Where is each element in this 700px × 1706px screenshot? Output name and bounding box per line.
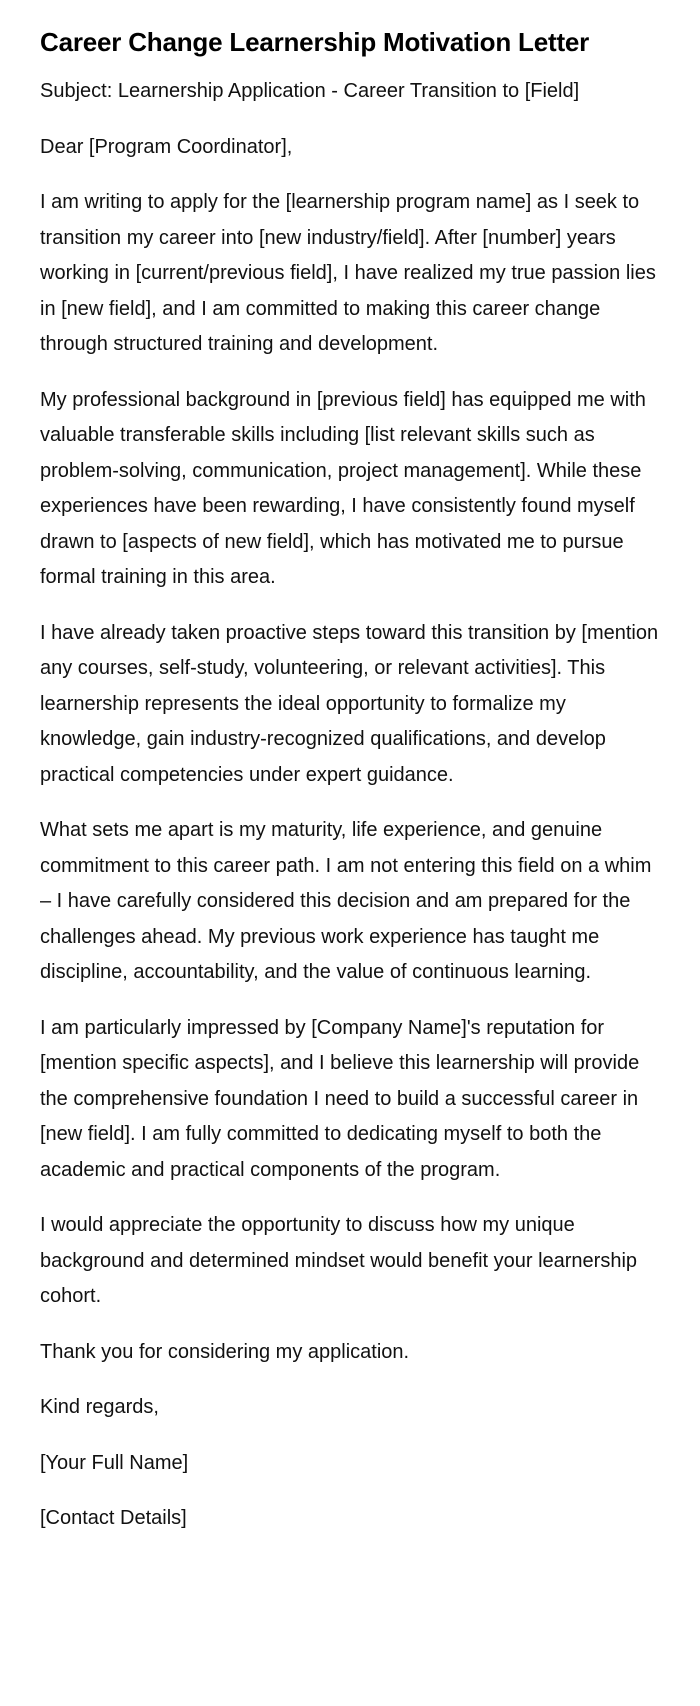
body-paragraph-2: My professional background in [previous field] has equipped me with valuable transferable skills including [list relevant skills such as problem-solving, communication, project management]. While these experiences have been rewarding, I have consistently found myself drawn to [aspects of new field], which has motivated me to pursue formal training in this area.	[40, 388, 646, 588]
body-paragraph-6: I would appreciate the opportunity to discuss how my unique background and determined mindset would benefit your learnership cohort.	[40, 1214, 638, 1307]
contact-placeholder: [Contact Details]	[40, 1507, 187, 1529]
body-paragraph-3: I have already taken proactive steps toward this transition by [mention any courses, self-study, volunteering, or relevant activities]. This learnership represents the ideal opportunity to formalize my knowledge, gain industry-recognized qualifications, and develop practical competencies under expert guidance.	[40, 621, 659, 786]
body-paragraph-4: What sets me apart is my maturity, life experience, and genuine commitment to this career path. I am not entering this field on a whim – I have carefully considered this decision and am prepared for the challenges ahead. My previous work experience has taught me discipline, accountability, and the value of continuous learning.	[40, 819, 652, 983]
closing-thanks: Thank you for considering my application.	[40, 1340, 410, 1363]
sign-off: Kind regards,	[40, 1396, 159, 1418]
salutation: Dear [Program Coordinator],	[40, 135, 293, 158]
body-paragraph-1: I am writing to apply for the [learnership program name] as I seek to transition my career into [new industry/field]. After [number] years working in [current/previous field], I have realized my true passion lies in [new field], and I am committed to making this career change through structured training and development.	[40, 191, 656, 355]
subject-line: Subject: Learnership Application - Career Transition to [Field]	[40, 80, 580, 102]
name-placeholder: [Your Full Name]	[40, 1451, 189, 1474]
document-title: Career Change Learnership Motivation Letter	[40, 27, 590, 57]
body-paragraph-5: I am particularly impressed by [Company Name]'s reputation for [mention specific aspects], and I believe this learnership will provide the comprehensive foundation I need to build a successful career in [new field]. I am fully committed to dedicating myself to both the academic and practical components of the program.	[40, 1016, 640, 1181]
